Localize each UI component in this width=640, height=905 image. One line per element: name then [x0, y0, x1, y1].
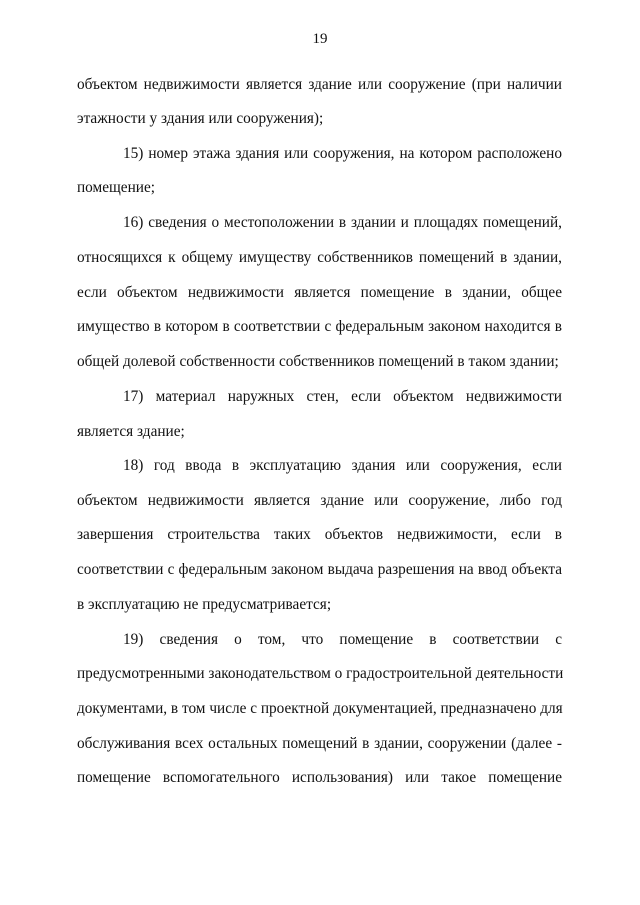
text-line: предусмотренными законодательством о градостроительной деятельности [77, 665, 564, 682]
page-number: 19 [312, 31, 328, 47]
text-line: относящихся к общему имуществу собственников помещений в здании, [77, 249, 562, 266]
text-line: 17) материал наружных стен, если объектом недвижимости [123, 388, 562, 405]
text-line: объектом недвижимости является здание или сооружение, либо год [77, 492, 562, 509]
text-line: общей долевой собственности собственников помещений в таком здании; [77, 353, 559, 370]
text-line: этажности у здания или сооружения); [77, 110, 324, 127]
text-line: 16) сведения о местоположении в здании и площадях помещений, [123, 214, 562, 231]
text-line: помещение; [77, 179, 155, 196]
text-line: соответствии с федеральным законом выдача разрешения на ввод объекта [77, 561, 562, 578]
text-line: 19) сведения о том, что помещение в соответствии с [123, 631, 562, 648]
text-line: в эксплуатацию не предусматривается; [77, 596, 332, 613]
text-line: обслуживания всех остальных помещений в здании, сооружении (далее - [77, 735, 562, 752]
text-line: если объектом недвижимости является помещение в здании, общее [77, 284, 562, 301]
text-line: 15) номер этажа здания или сооружения, на котором расположено [123, 145, 562, 162]
text-line: 18) год ввода в эксплуатацию здания или сооружения, если [123, 457, 562, 474]
text-line: завершения строительства таких объектов недвижимости, если в [77, 526, 562, 543]
text-line: является здание; [77, 423, 185, 440]
text-line: документами, в том числе с проектной документацией, предназначено для [77, 700, 563, 717]
text-line: объектом недвижимости является здание или сооружение (при наличии [77, 76, 562, 93]
text-line: имущество в котором в соответствии с федеральным законом находится в [77, 318, 562, 335]
text-line: помещение вспомогательного использования) или такое помещение [77, 769, 562, 786]
